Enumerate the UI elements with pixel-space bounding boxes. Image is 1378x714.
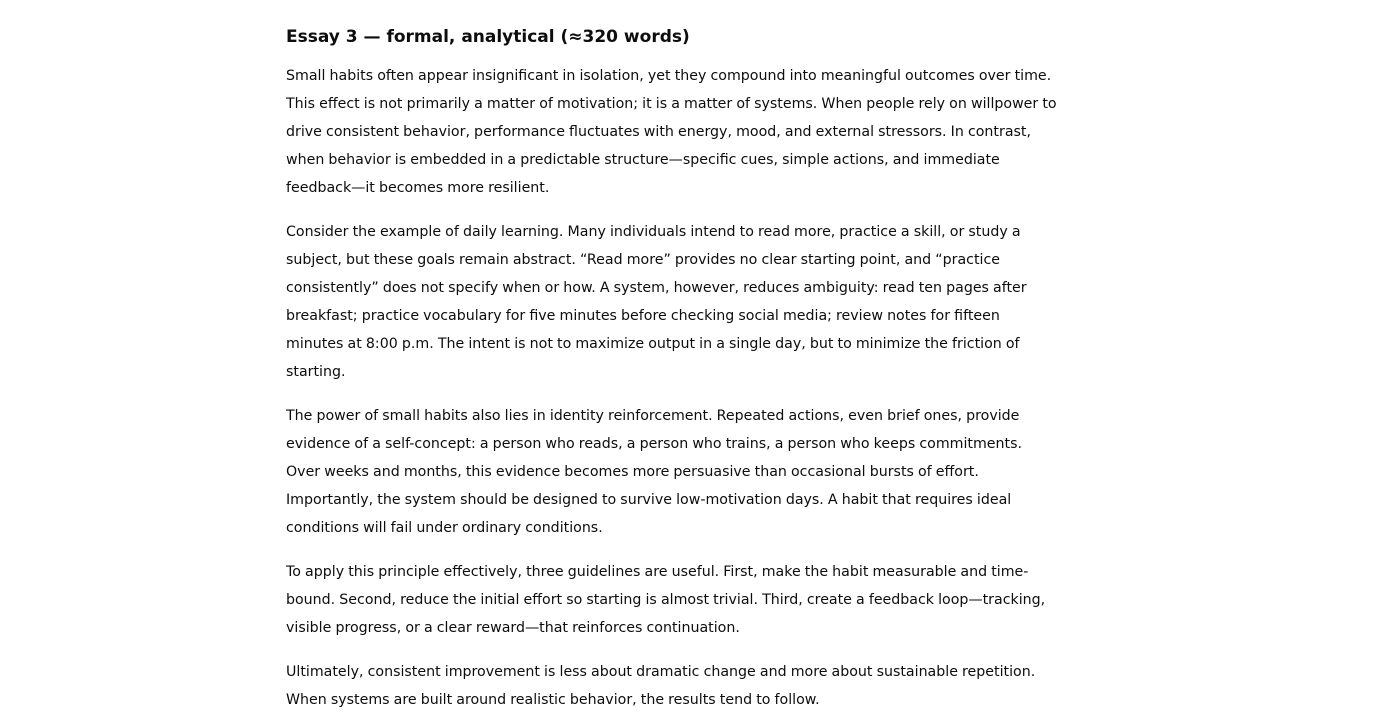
essay-paragraph-2: Consider the example of daily learning. Many individuals intend to read more, practice a skill, or study a subject, but these goals remain abstract. “Read more” provides no clear starting point, and “practice consistently” does not specify when or how. A system, however, reduces ambiguity: read ten pages after breakfast; practice vocabulary for five minutes before checking social media; review notes for fifteen minutes at 8:00 p.m. The intent is not to maximize output in a single day, but to minimize the friction of starting.: [286, 224, 1027, 380]
essay-paragraph-1: Small habits often appear insignificant in isolation, yet they compound into meaningful outcomes over time. This effect is not primarily a matter of motivation; it is a matter of systems. When people rely on willpower to drive consistent behavior, performance fluctuates with energy, mood, and external stressors. In contrast, when behavior is embedded in a predictable structure—specific cues, simple actions, and immediate feedback—it becomes more resilient.: [286, 68, 1057, 196]
essay-paragraph-4: To apply this principle effectively, three guidelines are useful. First, make the habit measurable and time-bound. Second, reduce the initial effort so starting is almost trivial. Third, create a feedback loop—tracking, visible progress, or a clear reward—that reinforces continuation.: [286, 564, 1046, 636]
essay-article: [286, 22, 1058, 714]
essay-paragraph-3: The power of small habits also lies in identity reinforcement. Repeated actions, even brief ones, provide evidence of a self-concept: a person who reads, a person who trains, a person who keeps commitments. Over weeks and months, this evidence becomes more persuasive than occasional bursts of effort. Importantly, the system should be designed to survive low-motivation days. A habit that requires ideal conditions will fail under ordinary conditions.: [286, 408, 1022, 536]
essay-title: Essay 3 — formal, analytical (≈320 words): [286, 27, 690, 47]
essay-paragraph-5: Ultimately, consistent improvement is less about dramatic change and more about sustainable repetition. When systems are built around realistic behavior, the results tend to follow.: [286, 664, 1036, 708]
